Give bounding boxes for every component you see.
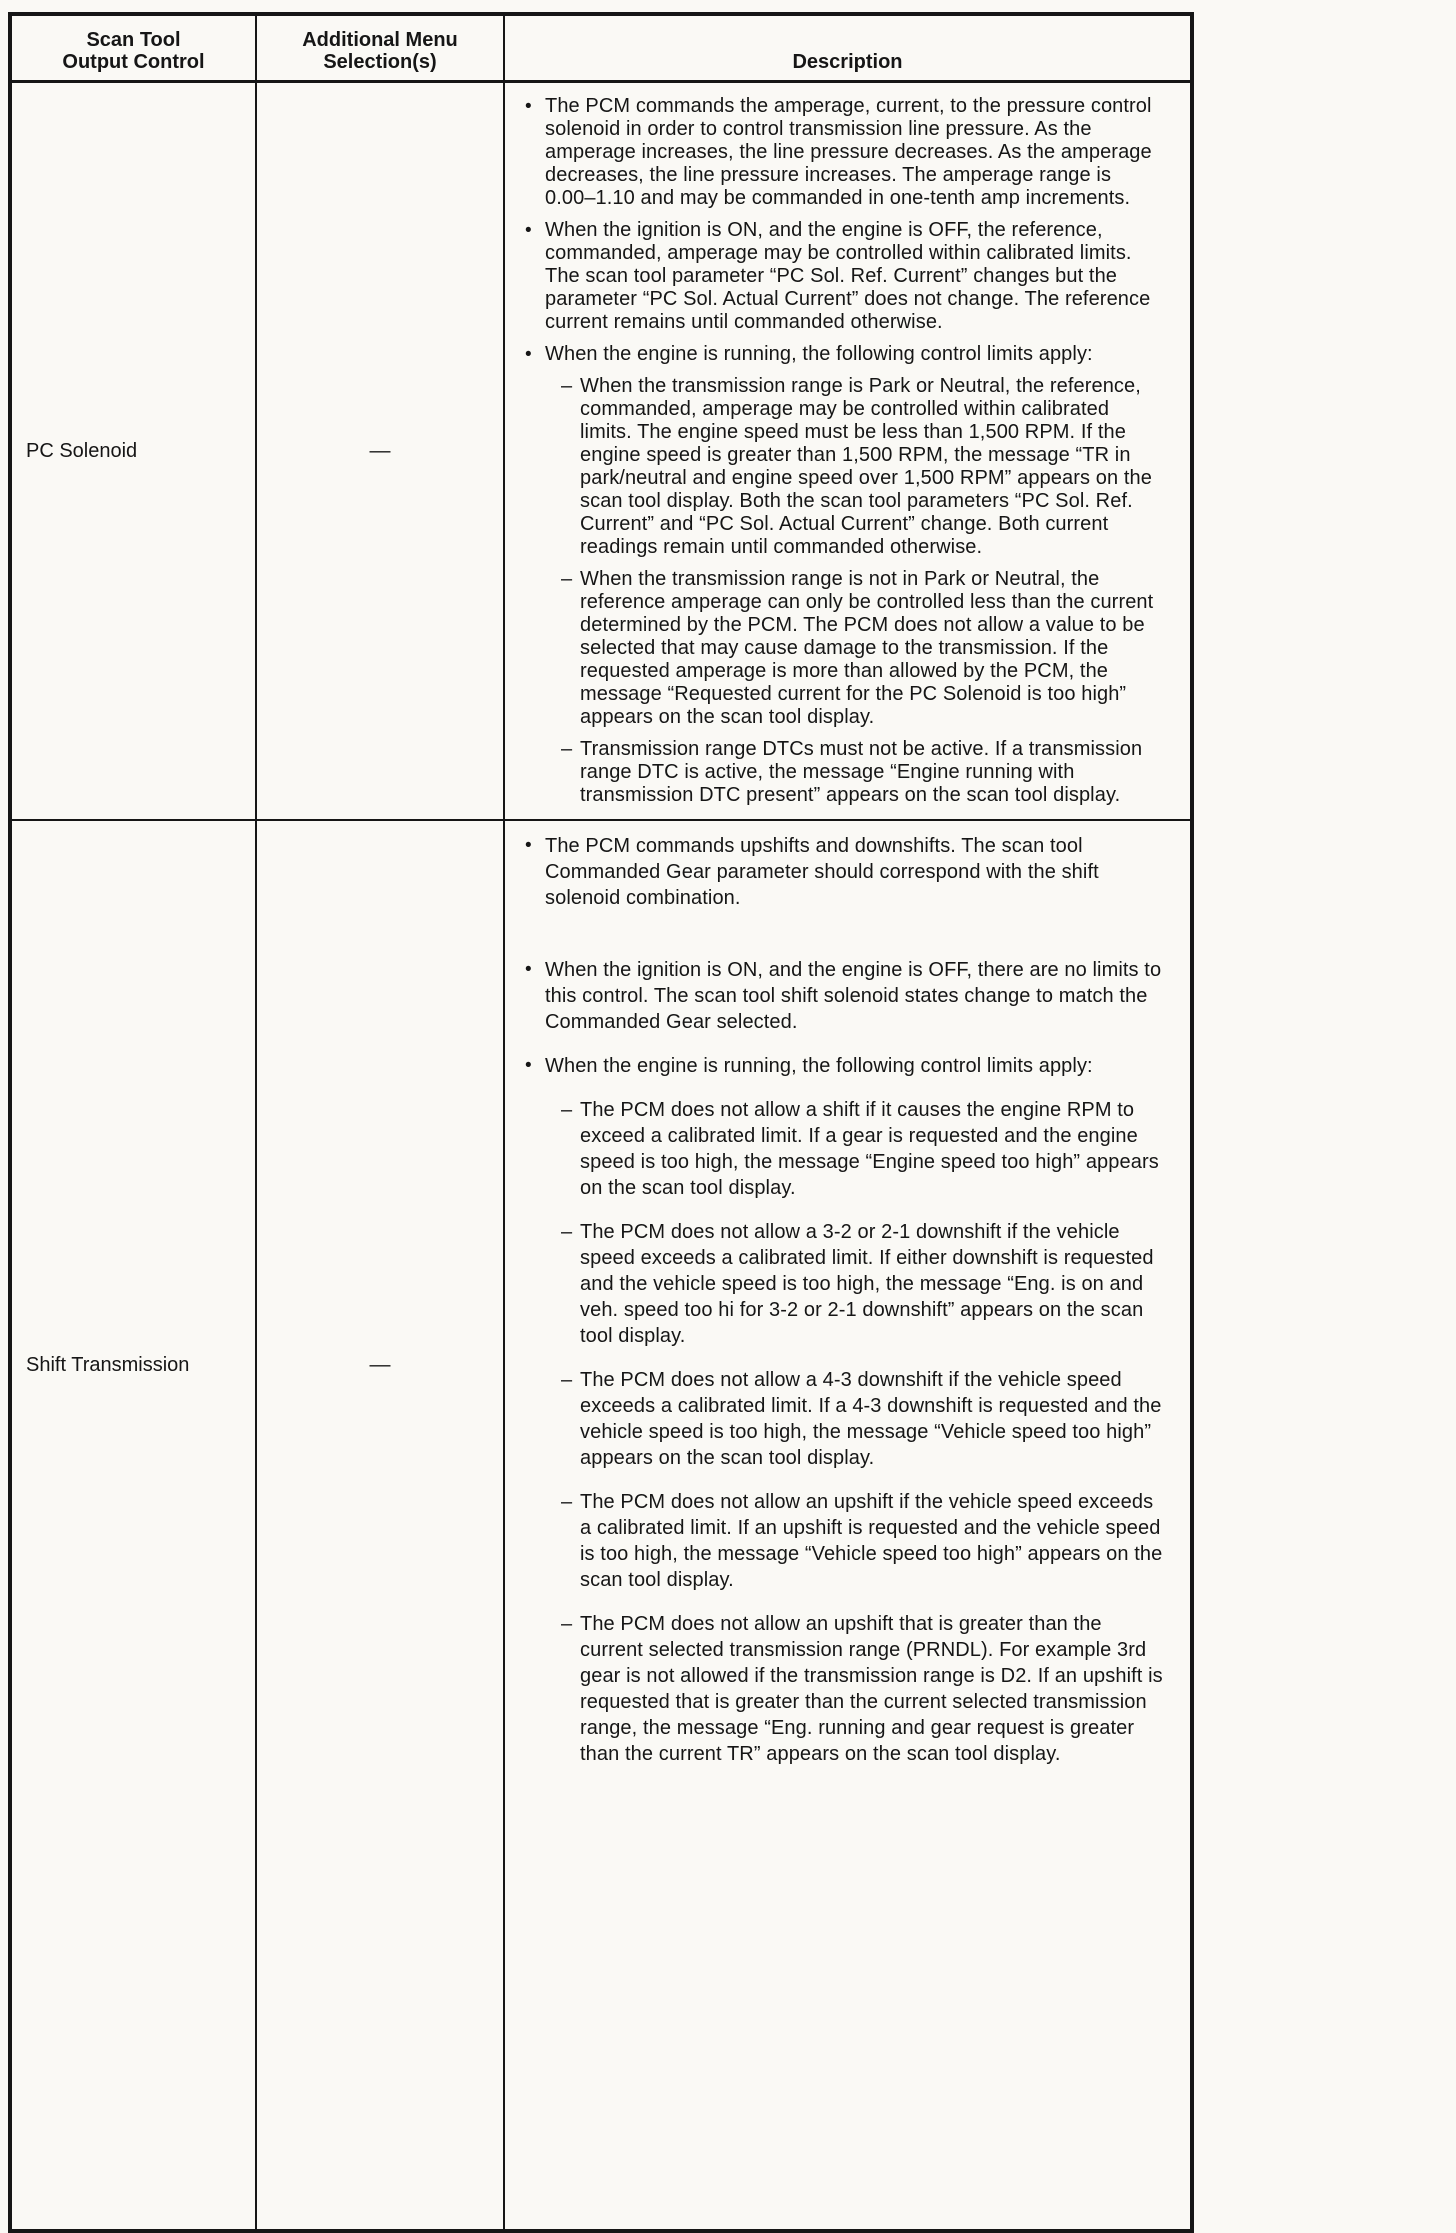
bullet-marker: • (525, 1055, 532, 1076)
description-text: The PCM commands upshifts and downshifts. The scan tool Commanded Gear parameter should correspond with the shift solenoid combination. (545, 835, 1099, 909)
description-list (525, 95, 1166, 807)
dash-marker: – (561, 1221, 573, 1243)
description-item (561, 1489, 1166, 1593)
description-list (525, 833, 1166, 1767)
dash-marker: – (561, 1099, 573, 1121)
header-text: Selection(s) (323, 51, 437, 73)
header-text: Description (792, 51, 903, 73)
description-item (561, 568, 1166, 729)
description-text: When the engine is running, the following control limits apply: (545, 343, 1093, 365)
description-text: The PCM does not allow a shift if it causes the engine RPM to exceed a calibrated limit. If a gear is requested and the engine speed is too high, the message “Engine speed too high” appears on the scan tool display. (580, 1099, 1159, 1199)
dash-marker: – (561, 375, 573, 397)
header-additional-menu-selections (256, 14, 504, 82)
table-row-shift-transmission (10, 820, 1192, 2231)
description-text: When the ignition is ON, and the engine is OFF, the reference, commanded, amperage may be controlled within calibrated limits. The scan tool parameter “PC Sol. Ref. Current” changes but the parameter “PC Sol. Actual Current” does not change. The reference current remains until commanded otherwise. (545, 219, 1151, 333)
description-text: The PCM commands the amperage, current, to the pressure control solenoid in order to control transmission line pressure. As the amperage increases, the line pressure decreases. As the amperage decreases, the line pressure increases. The amperage range is 0.00–1.10 and may be commanded in one-tenth amp increments. (545, 95, 1152, 209)
description-text: The PCM does not allow an upshift if the vehicle speed exceeds a calibrated limit. If an upshift is requested and the vehicle speed is too high, the message “Vehicle speed too high” appears on the scan tool display. (580, 1491, 1163, 1591)
description-text: The PCM does not allow an upshift that is greater than the current selected transmission range (PRNDL). For example 3rd gear is not allowed if the transmission range is D2. If an upshift is requested that is greater than the current selected transmission range, the message “Eng. running and gear request is greater than the current TR” appears on the scan tool display. (580, 1613, 1163, 1765)
description-item (561, 1097, 1166, 1201)
description-text: Transmission range DTCs must not be active. If a transmission range DTC is active, the message “Engine running with transmission DTC present” appears on the scan tool display. (580, 738, 1143, 806)
description-text: When the ignition is ON, and the engine is OFF, there are no limits to this control. The scan tool shift solenoid states change to match the Commanded Gear selected. (545, 959, 1162, 1033)
menu-selection-cell (256, 82, 504, 821)
dash-marker: – (561, 1369, 573, 1391)
control-name-cell (10, 820, 256, 2231)
bullet-marker: • (525, 344, 532, 365)
scan-tool-output-control-table (8, 12, 1194, 2233)
bullet-marker: • (525, 220, 532, 241)
control-name-cell (10, 82, 256, 821)
description-item (561, 1219, 1166, 1349)
description-item (525, 957, 1166, 1035)
description-item (525, 219, 1166, 334)
description-cell (504, 82, 1192, 821)
description-item (561, 1611, 1166, 1767)
header-scan-tool-output-control (10, 14, 256, 82)
menu-selection-cell (256, 820, 504, 2231)
bullet-marker: • (525, 96, 532, 117)
description-item (525, 1053, 1166, 1079)
description-item (561, 738, 1166, 807)
dash-marker: – (561, 1491, 573, 1513)
description-item (525, 95, 1166, 210)
description-text: When the engine is running, the following control limits apply: (545, 1055, 1093, 1077)
bullet-marker: • (525, 959, 532, 980)
control-name: PC Solenoid (26, 439, 138, 462)
description-text: When the transmission range is Park or Neutral, the reference, commanded, amperage may be controlled within calibrated limits. The engine speed must be less than 1,500 RPM. If the engine speed is greater than 1,500 RPM, the message “TR in park/neutral and engine speed over 1,500 RPM” appears on the scan tool display. Both the scan tool parameters “PC Sol. Ref. Current” and “PC Sol. Actual Current” change. Both current readings remain until commanded otherwise. (580, 375, 1152, 558)
table-row-pc-solenoid (10, 82, 1192, 821)
description-item (561, 375, 1166, 559)
dash-marker: – (561, 568, 573, 590)
description-text: The PCM does not allow a 3-2 or 2-1 downshift if the vehicle speed exceeds a calibrated limit. If either downshift is requested and the vehicle speed is too high, the message “Eng. is on and veh. speed too hi for 3-2 or 2-1 downshift” appears on the scan tool display. (580, 1221, 1154, 1347)
header-text: Scan Tool (86, 29, 181, 51)
header-text: Additional Menu (302, 29, 458, 51)
header-text: Output Control (62, 51, 205, 73)
header-description (504, 14, 1192, 82)
description-item (561, 1367, 1166, 1471)
description-text: When the transmission range is not in Park or Neutral, the reference amperage can only be controlled less than the current determined by the PCM. The PCM does not allow a value to be selected that may cause damage to the transmission. If the requested amperage is more than allowed by the PCM, the message “Requested current for the PC Solenoid is too high” appears on the scan tool display. (580, 568, 1154, 728)
header-row (10, 14, 1192, 82)
bullet-marker: • (525, 835, 532, 856)
description-item (525, 343, 1166, 366)
dash-marker: – (561, 738, 573, 760)
dash-marker: – (561, 1613, 573, 1635)
menu-selection-dash: — (369, 439, 391, 462)
description-text: The PCM does not allow a 4-3 downshift if the vehicle speed exceeds a calibrated limit. If a 4-3 downshift is requested and the vehicle speed is too high, the message “Vehicle speed too high” appears on the scan tool display. (580, 1369, 1162, 1469)
control-name: Shift Transmission (26, 1353, 190, 1376)
description-item (525, 833, 1166, 911)
description-cell (504, 820, 1192, 2231)
menu-selection-dash: — (369, 1353, 391, 1376)
